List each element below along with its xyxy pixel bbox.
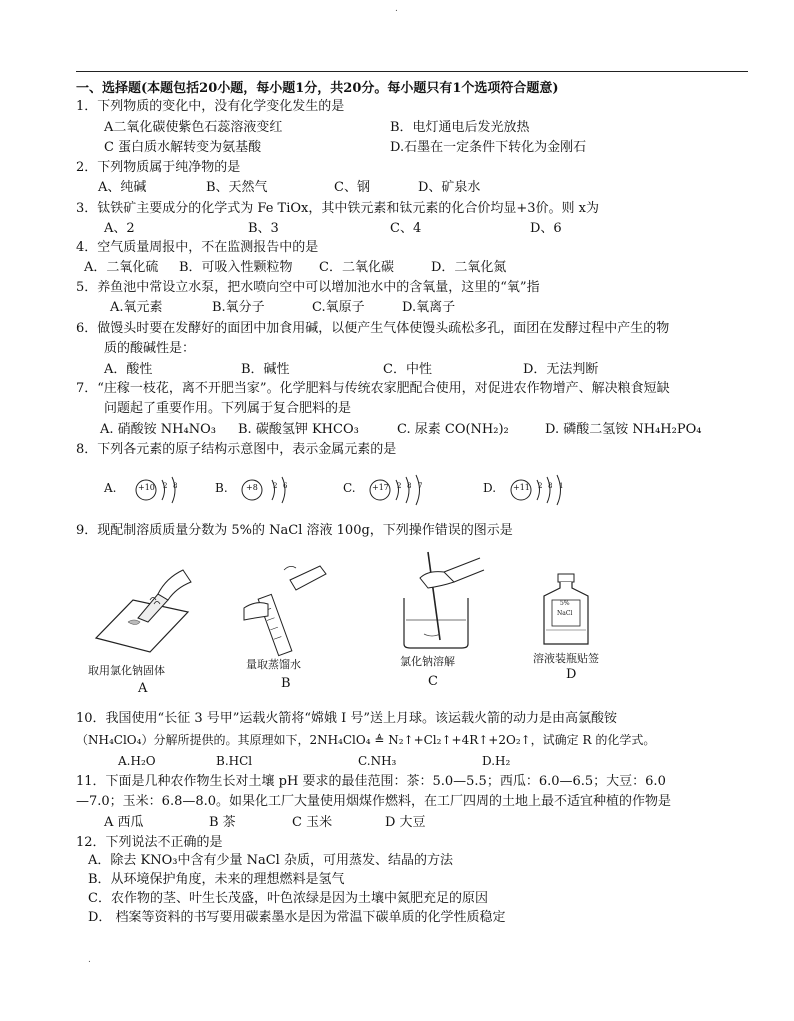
q11-option-a: A 西瓜 [104,815,144,830]
q2-option-c: C、钢 [334,180,370,195]
q7-option-b: B. 碳酸氢钾 KHCO₃ [238,422,359,437]
atom-c-letter: C. [343,481,356,495]
atom-c-shell-1: 2 [397,482,402,490]
atom-b-letter: B. [215,481,228,495]
atom-d-shell-3: 1 [559,482,564,490]
q3-option-a: A、2 [104,221,135,236]
figure-b-letter: B [281,676,291,691]
q4-stem: 4．空气质量周报中，不在监测报告中的是 [76,240,319,255]
atom-d-nucleus: +11 [513,483,530,492]
q3-option-d: D、6 [530,221,562,236]
q12-option-b: B．从环境保护角度，未来的理想燃料是氢气 [88,872,345,887]
q6-option-c: C．中性 [383,362,432,377]
atom-a-shell-2: 8 [173,482,178,490]
q5-option-c: C.氧原子 [312,300,365,315]
figure-a-take-nacl [88,560,198,660]
q4-option-b: B．可吸入性颗粒物 [179,260,293,275]
q1-option-b: B．电灯通电后发光放热 [390,120,530,135]
atom-d-shell-1: 2 [538,482,543,490]
q11-stem-cont: —7.0；玉米：6.8—8.0。如果化工厂大量使用烟煤作燃料，在工厂四周的土地上最不适宜种植的作物是 [76,794,672,809]
q10-option-d: D.H₂ [482,754,511,768]
figure-d-label: 溶液装瓶贴签 [533,652,599,665]
atom-diagram-a [104,474,204,506]
atom-diagram-d [483,474,583,506]
q11-option-c: C 玉米 [292,815,333,830]
q5-option-d: D.氧离子 [402,300,456,315]
q4-option-d: D．二氧化氮 [431,260,507,275]
q2-option-b: B、天然气 [206,180,268,195]
q10-stem: 10．我国使用“长征 3 号甲”运载火箭将“嫦娥 I 号”送上月球。该运载火箭的动力是由高氯酸铵 [76,711,618,726]
atom-c-shell-3: 7 [418,482,423,490]
q7-option-c: C. 尿素 CO(NH₂)₂ [397,422,509,437]
atom-a-letter: A. [104,481,117,495]
atom-c-shell-2: 8 [407,482,412,490]
atom-diagram-b [215,474,315,506]
q6-stem-cont: 质的酸碱性是： [104,341,196,356]
atom-a-nucleus: +10 [138,483,155,492]
q3-stem: 3．钛铁矿主要成分的化学式为 Fe TiOx，其中铁元素和钛元素的化合价均显+3价。则 x为 [76,201,599,216]
q11-stem: 11．下面是几种农作物生长对土壤 pH 要求的最佳范围：茶：5.0—5.5；西瓜：6.0—6.5；大豆：6.0 [76,774,666,789]
q6-stem: 6．做馒头时要在发酵好的面团中加食用碱，以便产生气体使馒头疏松多孔，面团在发酵过程中产生的物 [76,321,670,336]
q6-option-b: B．碱性 [241,362,290,377]
q5-stem: 5．养鱼池中常设立水泵，把水喷向空中可以增加池水中的含氧量，这里的“氧”指 [76,280,540,295]
figure-d-labeled-bottle [536,572,596,648]
header-rule [76,71,748,72]
figure-a-label: 取用氯化钠固体 [88,664,165,677]
q1-option-a: A二氧化碳使紫色石蕊溶液变红 [104,120,283,135]
q8-stem: 8．下列各元素的原子结构示意图中，表示金属元素的是 [76,442,397,457]
q9-stem: 9．现配制溶质质量分数为 5%的 NaCl 溶液 100g，下列操作错误的图示是 [76,523,513,538]
atom-b-nucleus: +8 [246,483,258,492]
q7-stem-cont: 问题起了重要作用。下列属于复合肥料的是 [104,401,352,416]
q12-option-a: A．除去 KNO₃中含有少量 NaCl 杂质，可用蒸发、结晶的方法 [88,853,453,868]
atom-b-shell-1: 2 [273,482,278,490]
q7-option-d: D. 磷酸二氢铵 NH₄H₂PO₄ [545,422,702,437]
atom-b-shell-2: 6 [283,482,288,490]
atom-a-shell-1: 2 [163,482,168,490]
bottle-label-nacl: NaCl [557,610,573,617]
figure-d-letter: D [566,667,577,682]
q1-option-c: C 蛋白质水解转变为氨基酸 [104,140,262,155]
footer-dot: . [88,955,91,965]
figure-c-dissolve-nacl [398,548,488,650]
atom-d-shell-2: 8 [548,482,553,490]
q2-stem: 2．下列物质属于纯净物的是 [76,160,241,175]
q10-option-c: C.NH₃ [358,754,397,768]
q5-option-a: A.氧元素 [110,300,163,315]
q2-option-d: D、矿泉水 [418,180,481,195]
atom-d-letter: D. [483,481,497,495]
figure-b-label: 量取蒸馏水 [246,658,301,671]
figure-a-letter: A [138,681,148,696]
q12-option-c: C．农作物的茎、叶生长茂盛，叶色浓绿是因为土壤中氮肥充足的原因 [88,891,488,906]
q7-stem: 7．“庄稼一枝花，离不开肥当家”。化学肥料与传统农家肥配合使用，对促进农作物增产、解决粮食短缺 [76,381,670,396]
atom-diagram-c [343,474,443,506]
atom-c-nucleus: +17 [372,483,389,492]
figure-c-label: 氯化钠溶解 [400,655,455,668]
bottle-label-percent: 5% [560,600,570,607]
q3-option-b: B、3 [248,221,279,236]
q10-stem-cont: （NH₄ClO₄）分解所提供的。其原理如下，2NH₄ClO₄ ≜ N₂↑+Cl₂↑+4R↑+2O₂↑，试确定 R 的化学式。 [76,733,656,747]
q7-option-a: A. 硝酸铵 NH₄NO₃ [100,422,216,437]
q11-option-b: B 茶 [209,815,236,830]
q10-option-a: A.H₂O [118,754,156,768]
q11-option-d: D 大豆 [385,815,426,830]
q10-option-b: B.HCl [216,754,253,768]
q6-option-d: D．无法判断 [523,362,599,377]
q3-option-c: C、4 [390,221,422,236]
q6-option-a: A．酸性 [104,362,153,377]
q4-option-c: C．二氧化碳 [319,260,394,275]
q2-option-a: A、纯碱 [98,180,147,195]
q1-stem: 1．下列物质的变化中，没有化学变化发生的是 [76,99,345,114]
header-dot: . [395,4,398,14]
q5-option-b: B.氧分子 [212,300,265,315]
q12-option-d: D． 档案等资料的书写要用碳素墨水是因为常温下碳单质的化学性质稳定 [88,910,506,925]
figure-b-measure-water [238,560,338,660]
figure-c-letter: C [428,674,438,689]
section-title: 一、选择题(本题包括20小题，每小题1分，共20分。每小题只有1个选项符合题意) [76,81,559,96]
q1-option-d: D.石墨在一定条件下转化为金刚石 [390,140,587,155]
q4-option-a: A．二氧化硫 [84,260,159,275]
q12-stem: 12．下列说法不正确的是 [76,835,223,850]
